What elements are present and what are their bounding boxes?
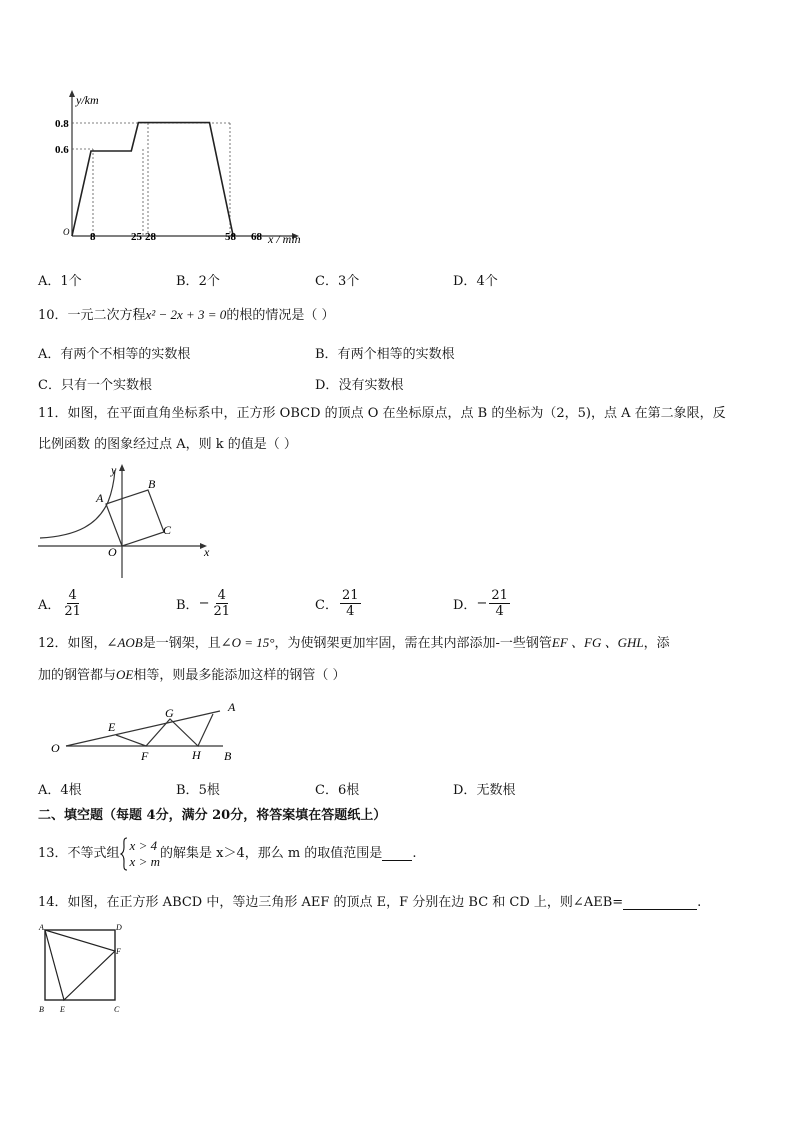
q11-hyperbola [40, 470, 115, 538]
q12-label-g: G [165, 706, 174, 720]
q10-option-d[interactable]: D． 没有实数根 [315, 378, 404, 393]
q10-option-c[interactable]: C． 只有一个实数根 [38, 378, 152, 393]
q12-stem-line2: 加的钢管都与OE相等，则最多能添加这样的钢管（ ） [38, 667, 346, 683]
q14-triangle [45, 930, 115, 1000]
q11-figure [38, 462, 218, 580]
q11-label-c: C [163, 523, 172, 537]
section-heading: 二、填空题（每题 4分，满分 20分，将答案填在答题纸上） [38, 808, 387, 823]
q11-label-a: A [96, 491, 104, 505]
q10-equation: x² − 2x + 3 = 0 [145, 307, 227, 322]
q11-option-a-fraction: $\frac{4}{21}$ [64, 588, 81, 619]
q9-option-c[interactable]: C． 3个 [315, 274, 360, 289]
q12-label-b: B [224, 749, 232, 763]
q9-option-a[interactable]: A． 1个 [38, 274, 82, 289]
q11-label-x: x [204, 545, 210, 559]
x-tick-8: 8 [90, 231, 96, 243]
q11-option-b-fraction: $\frac{4}{21}$ [213, 588, 231, 619]
q12-label-e: E [108, 720, 116, 734]
q11-label-o: O [108, 545, 117, 559]
q10-stem: 10．一元二次方程x² − 2x + 3 = 0的根的情况是（ ） [38, 307, 335, 323]
q12-option-d[interactable]: D． 无数根 [453, 783, 516, 798]
y-axis-arrow [69, 90, 75, 97]
q11-stem-line1: 11．如图，在平面直角坐标系中，正方形 OBCD 的顶点 O 在坐标原点，点 B 的坐标为（2，5)，点 A 在第二象限，反 [38, 406, 726, 421]
origin-label: O [63, 227, 70, 237]
q14-label-f: F [116, 947, 121, 956]
q9-option-b[interactable]: B． 2个 [176, 274, 220, 289]
y-tick-0.6: 0.6 [55, 144, 69, 156]
q13-answer-blank[interactable] [382, 848, 412, 861]
q14-label-e: E [60, 1005, 65, 1014]
q10-option-b[interactable]: B． 有两个相等的实数根 [315, 347, 455, 362]
x-tick-68: 68 [251, 231, 262, 243]
q12-option-c[interactable]: C． 6根 [315, 783, 360, 798]
q12-stem-line1: 12．如图，∠AOB是一钢架，且∠O = 15°，为使钢架更加牢固，需在其内部添加-一些钢管EF 、FG 、GHL，添 [38, 635, 670, 651]
distance-line [72, 123, 233, 236]
q12-option-b[interactable]: B． 5根 [176, 783, 220, 798]
q11-label-y: y [111, 463, 117, 477]
q14-figure [36, 922, 126, 1018]
q14-label-b: B [39, 1005, 44, 1014]
q14-label-d: D [116, 923, 122, 932]
q11-y-arrow [119, 464, 125, 471]
inequality-system: x > 4 x > m [120, 837, 160, 871]
q14-label-c: C [114, 1005, 120, 1014]
y-tick-0.8: 0.8 [55, 118, 69, 130]
guide-lines [72, 123, 230, 236]
q12-label-h: H [192, 748, 201, 762]
q14-answer-blank[interactable] [623, 897, 697, 910]
q12-figure [48, 700, 248, 766]
q11-label-b: B [148, 477, 156, 491]
distance-time-graph [55, 88, 325, 250]
q14-label-a: A [39, 923, 44, 932]
brace-icon [120, 837, 128, 871]
x-tick-25: 25 [131, 231, 142, 243]
q13-stem: 13．不等式组 x > 4 x > m 的解集是 x＞4，那么 m 的取值范围是 . [38, 838, 417, 869]
q11-option-d[interactable]: D． − $\frac{21}{4}$ [453, 588, 508, 619]
x-tick-28: 28 [145, 231, 156, 243]
q11-option-c-fraction: $\frac{21}{4}$ [341, 588, 359, 619]
y-axis-label: y/km [76, 93, 99, 107]
x-axis-label: x / min [268, 232, 301, 246]
q11-square [106, 490, 164, 546]
q11-stem-line2: 比例函数 的图象经过点 A，则 k 的值是（ ） [38, 437, 297, 452]
q12-ray-oa [66, 711, 220, 746]
q11-option-b[interactable]: B． − $\frac{4}{21}$ [176, 588, 231, 619]
q11-option-d-fraction: $\frac{21}{4}$ [491, 588, 508, 619]
q12-label-a: A [228, 700, 236, 714]
q11-option-a[interactable]: A． $\frac{4}{21}$ [38, 588, 81, 619]
q9-option-d[interactable]: D． 4个 [453, 274, 498, 289]
x-tick-58: 58 [225, 231, 236, 243]
q11-option-c[interactable]: C． $\frac{21}{4}$ [315, 588, 359, 619]
q10-option-a[interactable]: A． 有两个不相等的实数根 [38, 347, 191, 362]
q12-option-a[interactable]: A． 4根 [38, 783, 82, 798]
q14-stem: 14．如图，在正方形 ABCD 中，等边三角形 AEF 的顶点 E，F 分别在边 BC 和 CD 上，则∠AEB= . [38, 895, 702, 910]
q12-label-f: F [141, 749, 149, 763]
q12-label-o: O [51, 741, 60, 755]
